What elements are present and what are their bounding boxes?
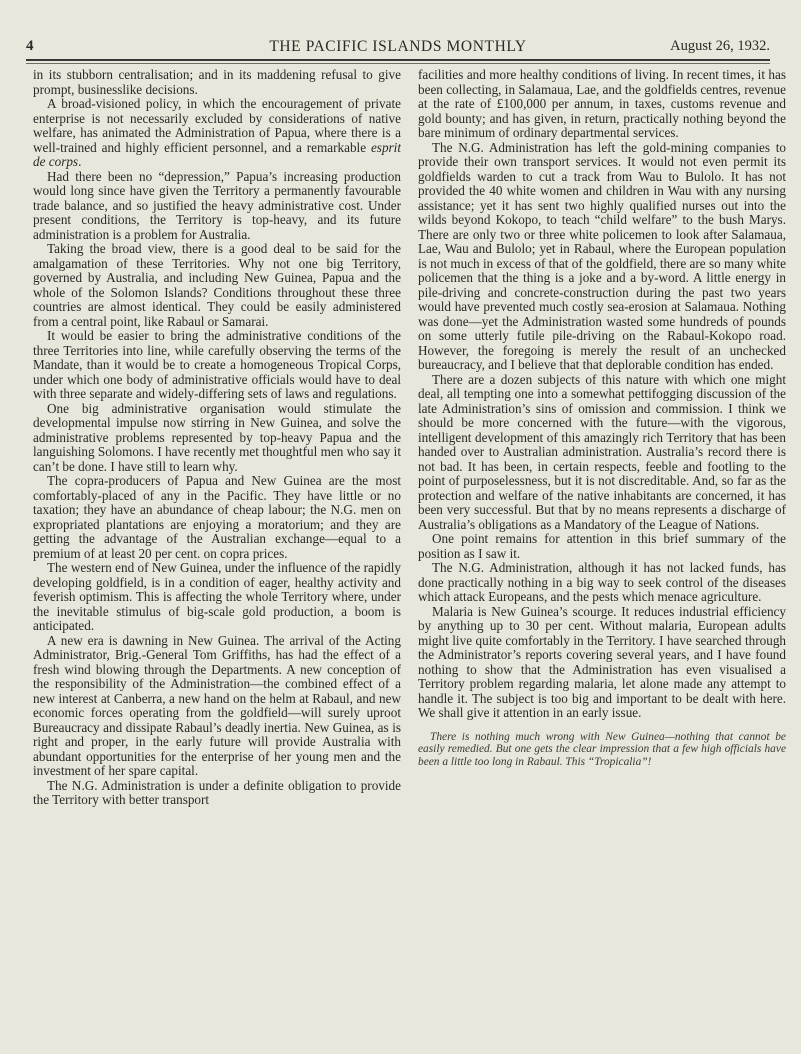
- paragraph: [33, 97, 401, 170]
- italic-phrase: esprit de corps: [33, 139, 401, 169]
- left-column: [33, 68, 401, 1043]
- paragraph-text: A broad-visioned policy, in which the encouragement of private enterprise is not necessarily excluded by considerations of native welfare, has animated the Administration of Papua, where there is a well-trained and highly efficient personnel, and a remarkable: [33, 96, 401, 155]
- paragraph: The N.G. Administration, although it has not lacked funds, has done practically nothing in a big way to seek control of the diseases which attack Europeans, and the pests which menace agriculture.: [418, 560, 786, 604]
- paragraph: Malaria is New Guinea’s scourge. It reduces industrial efficiency by anything up to 30 per cent. Without malaria, European adults might live quite comfortably in the Territory. I have searched through the Administrator’s reports covering several years, and I have found nothing to show that the Administration has even visualised a Territory problem regarding malaria, let alone made any attempt to handle it. The subject is too big and important to be dealt with here. We shall give it attention in an early issue.: [418, 603, 786, 720]
- paragraph: Taking the broad view, there is a good deal to be said for the amalgamation of these Territories. Why not one big Territory, governed by Australia, and including New Guinea, Papua and the whole of the Solomon Islands? Conditions throughout these three countries are almost identical. They could be easily administered from a central point, like Rabaul or Samarai.: [33, 241, 401, 329]
- paragraph: One point remains for attention in this brief summary of the position as I saw it.: [418, 531, 786, 561]
- paragraph-text: .: [78, 154, 82, 169]
- header-rule: [26, 59, 770, 61]
- paragraph: facilities and more healthy conditions of living. In recent times, it has been collecting, in Salamaua, Lae, and the goldfields centres, revenue at the rate of £100,000 per annum, in taxes, customs revenue and gold bounty; and has given, in return, practically nothing beyond the bare minimum of ordinary departmental services.: [418, 68, 786, 140]
- paragraph: A new era is dawning in New Guinea. The arrival of the Acting Administrator, Brig.-General Tom Griffiths, has had the effect of a fresh wind blowing through the Departments. A new conception of the responsibility of the Administration—the combined effect of a new interest at Canberra, a new hand on the helm at Rabaul, and new economic forces operating from the goldfield—will surely uproot Bureaucracy and dissipate Rabaul’s deadly inertia. New Guinea, as is right and proper, in the early future will provide Australia with abundant opportunities for the enterprise of her young men and the investment of her spare capital.: [33, 632, 401, 778]
- paragraph: The copra-producers of Papua and New Guinea are the most comfortably-placed of any in the Pacific. They have little or no taxation; they have an abundance of cheap labour; the N.G. men on expropriated plantations are enjoying a moratorium; and they are getting the advantage of the Australian exchange—equal to a premium of at least 20 per cent. on copra prices.: [33, 473, 401, 561]
- header-rule-thin: [26, 63, 770, 64]
- page-number: 4: [26, 38, 34, 54]
- right-column: [418, 68, 786, 1043]
- paragraph: One big administrative organisation would stimulate the developmental impulse now stirring in New Guinea, and solve the administrative problems represented by top-heavy Papua and the languishing Solomons. I have recently met thoughtful men who say it can’t be done. I have still to learn why.: [33, 400, 401, 474]
- paragraph: The western end of New Guinea, under the influence of the rapidly developing goldfield, is in a condition of eager, healthy activity and feverish optimism. This is affecting the whole Territory where, under the inevitable stimulus of big-scale gold production, a boom is anticipated.: [33, 560, 401, 633]
- paragraph: in its stubborn centralisation; and in its maddening refusal to give prompt, businesslike decisions.: [33, 68, 401, 97]
- italic-footnote: There is nothing much wrong with New Guinea—nothing that cannot be easily remedied. But one gets the clear impression that a few high officials have been a little too long in Rabaul. This “Tropicalia”!: [418, 730, 786, 769]
- paragraph: The N.G. Administration has left the gold-mining companies to provide their own transport services. It would not even permit its goldfields warden to cut a track from Wau to Bulolo. It has not provided the 40 white women and children in Wau with any nursing assistance; yet it has sent two highly qualified nurses out into the wilds beyond Kokopo, to teach “child welfare” to the bush Marys. There are only two or three white policemen to look after Salamaua, Lae, Wau and Bulolo; yet in Rabaul, where the European population is not much in excess of that of the goldfield, there are so many white policemen that the thing is a joke and a by-word. A little energy in pile-driving and concrete-construction during the past two years would have prevented much costly sea-erosion at Salamaua. Nothing was done—yet the Administration wasted some hundreds of pounds on some utterly futile pile-driving on the Rabaul-Kokopo road. However, the foregoing is merely the result of an unchecked bureaucracy, and I believe that that deplorable condition has ended.: [418, 139, 786, 372]
- journal-title: THE PACIFIC ISLANDS MONTHLY: [269, 38, 527, 55]
- paragraph: The N.G. Administration is under a definite obligation to provide the Territory with better transport: [33, 777, 401, 807]
- paragraph: Had there been no “depression,” Papua’s increasing production would long since have given the Territory a permanently favourable trade balance, and so justified the heavy administrative cost. Under present conditions, the Territory is top-heavy, and its future administration is a problem for Australia.: [33, 168, 401, 242]
- issue-date: August 26, 1932.: [670, 38, 770, 54]
- paragraph: It would be easier to bring the administrative conditions of the three Territories into line, while carefully observing the terms of the Mandate, than it would be to create a homogeneous Tropical Corps, under which one body of administrative officials would have to deal with three separate and widely-differing sets of laws and regulations.: [33, 328, 401, 401]
- paragraph: There are a dozen subjects of this nature with which one might deal, all tempting one into a somewhat pettifogging discussion of the late Administration’s sins of omission and commission. I think we should be more concerned with the future—with the vigorous, intelligent development of this amazingly rich Territory that has been handed over to Australian administration. Australia’s record there is not bad. It has been, in certain respects, feeble and footling to the point of purposelessness, but it is not discreditable. And, so far as the protection and welfare of the native inhabitants are concerned, it has been very successful. But that by no means represents a discharge of Australia’s obligations as a Mandatory of the League of Nations.: [418, 371, 786, 532]
